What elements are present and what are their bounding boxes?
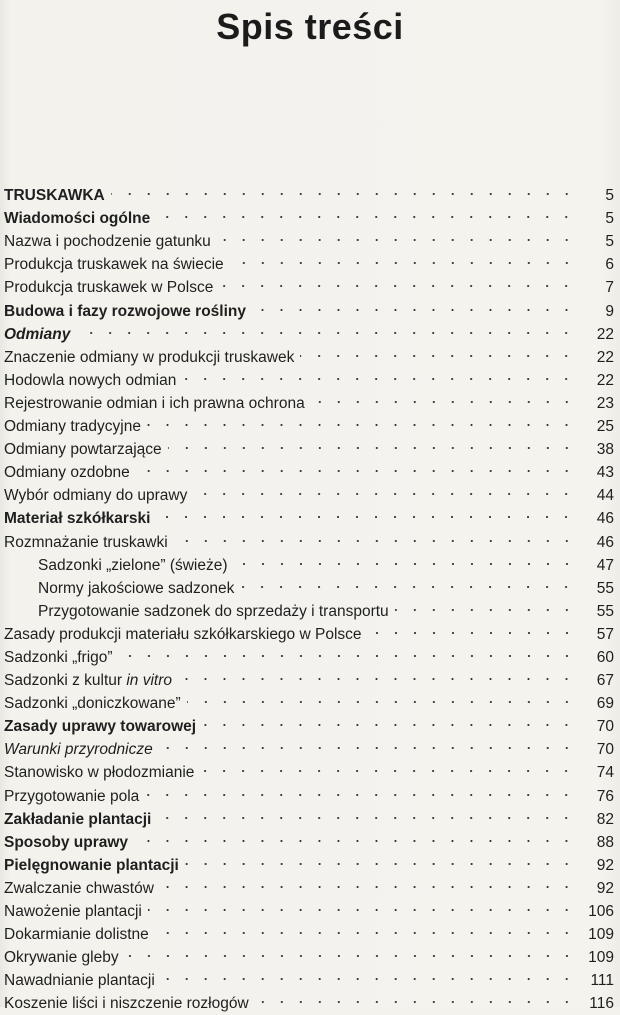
toc-entry	[4, 246, 616, 274]
dot-leader	[366, 616, 580, 639]
toc-entry	[4, 385, 616, 412]
dot-leader	[298, 339, 580, 362]
toc-entry	[4, 408, 616, 436]
dot-leader	[215, 223, 580, 246]
dot-leader	[117, 639, 580, 662]
toc-entry-page-number: 25	[596, 418, 614, 436]
dot-leader	[200, 708, 580, 731]
toc-entry-label-text: TRUSKAWKA	[4, 187, 105, 205]
toc-entry-label-text: Produkcja truskawek w Polsce	[4, 279, 214, 297]
toc-entry-label-text: Nawadnianie plantacji	[4, 972, 155, 990]
toc-entry	[4, 570, 616, 597]
dot-leader	[134, 454, 580, 477]
toc-entry	[4, 616, 616, 643]
toc-entry	[4, 731, 616, 759]
toc-entry-label-text: Sadzonki „frigo”	[4, 648, 113, 666]
toc-entry-label-text: Rozmnażanie truskawki	[4, 533, 168, 551]
toc-entry	[4, 754, 616, 782]
toc-entry	[4, 685, 616, 713]
dot-leader	[180, 362, 580, 385]
toc-entry-page-number: 55	[596, 579, 614, 597]
toc-entry	[4, 223, 616, 251]
toc-entry	[4, 547, 616, 574]
toc-entry-page-number: 38	[596, 441, 614, 459]
dot-leader	[157, 731, 580, 754]
dot-leader	[253, 985, 580, 1008]
toc-entry-label-text: Budowa i fazy rozwojowe rośliny	[4, 302, 247, 320]
toc-entry-label-italic: in vitro	[126, 672, 172, 690]
toc-entry-label-text: Zakładanie plantacji	[4, 810, 152, 828]
toc-entry-page-number: 116	[589, 995, 614, 1013]
dot-leader	[217, 269, 580, 292]
toc-entry	[4, 962, 616, 990]
toc-entry	[4, 824, 616, 851]
toc-entry-page-number: 69	[596, 695, 614, 713]
toc-entry-page-number: 47	[596, 556, 614, 574]
toc-entry-page-number: 43	[596, 464, 614, 482]
dot-leader	[123, 939, 580, 962]
toc-entry-label-text: Warunki przyrodnicze	[4, 741, 153, 759]
toc-entry	[4, 662, 616, 690]
toc-entry-label-text: Znaczenie odmiany w produkcji truskawek	[4, 348, 295, 366]
toc-entry	[4, 500, 616, 528]
toc-entry	[4, 477, 616, 505]
dot-leader	[176, 662, 580, 685]
toc-entry-label-text: Koszenie liści i niszczenie rozłogów	[4, 995, 249, 1013]
toc-entry-page-number: 67	[596, 672, 614, 690]
toc-entry-label-text: Pielęgnowanie plantacji	[4, 856, 179, 874]
dot-leader	[154, 200, 580, 223]
toc-entry	[4, 316, 616, 343]
toc-entry	[4, 362, 616, 389]
toc-entry	[4, 339, 616, 366]
toc-entry-label-text: Normy jakościowe sadzonek	[38, 579, 235, 597]
toc-entry-label-text: Przygotowanie sadzonek do sprzedaży i transportu	[38, 602, 389, 620]
toc-entry-page-number: 5	[605, 233, 614, 251]
toc-entry	[4, 454, 616, 482]
toc-entry	[4, 777, 616, 805]
toc-entry-label-text: Odmiany	[4, 325, 71, 343]
toc-entry-label-text: Sadzonki „doniczkowane”	[4, 695, 181, 713]
toc-entry-page-number: 46	[596, 533, 614, 551]
dot-leader	[309, 385, 580, 408]
dot-leader	[143, 777, 580, 800]
toc-entry	[4, 177, 616, 205]
toc-entry-label-text: Okrywanie gleby	[4, 949, 119, 967]
toc-entry-label-text: Sposoby uprawy	[4, 833, 129, 851]
toc-entry-label-text: Zwalczanie chwastów	[4, 879, 154, 897]
toc-entry	[4, 985, 616, 1013]
toc-entry-page-number: 109	[588, 926, 614, 944]
toc-entry	[4, 708, 616, 736]
toc-entry-label-text: Odmiany powtarzające	[4, 441, 162, 459]
toc-entry-label-text: Nawożenie plantacji	[4, 903, 142, 920]
dot-leader	[238, 570, 580, 593]
dot-leader	[250, 292, 580, 315]
toc-entry-label-text: Rejestrowanie odmian i ich prawna ochrona	[4, 394, 305, 412]
toc-entry-label-text: Przygotowanie pola	[4, 787, 140, 805]
dot-leader	[74, 316, 580, 339]
toc-entry-page-number: 74	[596, 764, 614, 782]
toc-entry	[4, 847, 616, 874]
toc-entry	[4, 939, 616, 967]
toc-entry-label-text: Wiadomości ogólne	[4, 210, 151, 228]
toc-entry-page-number: 76	[596, 787, 614, 805]
toc-entry	[4, 523, 616, 551]
toc-entry-page-number: 57	[596, 625, 614, 643]
toc-entry-page-number: 60	[596, 648, 614, 666]
toc-entry	[4, 593, 616, 620]
toc-entry-page-number: 70	[596, 741, 614, 759]
dot-leader	[166, 431, 580, 454]
toc-entry-label-text: Zasady produkcji materiału szkółkarskiego w Polsce	[4, 625, 362, 643]
dot-leader	[183, 847, 580, 870]
toc-entry-label-text: Sadzonki z kultur	[4, 672, 123, 690]
dot-leader	[153, 916, 580, 939]
dot-leader	[132, 824, 580, 847]
toc-entry-page-number: 23	[596, 394, 614, 412]
toc-entry-page-number: 109	[588, 949, 614, 967]
toc-entry	[4, 639, 616, 666]
dot-leader	[185, 685, 580, 708]
toc-entry-page-number: 9	[605, 302, 614, 320]
page-title: Spis treści	[216, 6, 404, 47]
toc-entry	[4, 916, 616, 944]
toc-entry-page-number: 7	[605, 279, 614, 297]
toc-entry-label-text: Dokarmianie dolistne	[4, 926, 149, 944]
toc-entry	[4, 801, 616, 828]
toc-entry-label-text: Zasady uprawy towarowej	[4, 718, 197, 736]
dot-leader	[191, 477, 580, 500]
toc-entry-page-number: 6	[605, 256, 614, 274]
dot-leader	[146, 893, 580, 916]
toc-entry-page-number: 70	[596, 718, 614, 736]
dot-leader	[198, 754, 580, 777]
toc-entry-page-number: 22	[596, 371, 614, 389]
toc-entry	[4, 893, 616, 920]
dot-leader	[109, 177, 580, 200]
toc-entry-page-number: 92	[596, 856, 614, 874]
dot-leader	[232, 547, 580, 570]
toc-entry-page-number: 55	[596, 602, 614, 620]
dot-leader	[159, 962, 580, 985]
toc-entry	[4, 431, 616, 459]
toc-entry-label-text: Wybór odmiany do uprawy	[4, 487, 188, 505]
dot-leader	[228, 246, 580, 269]
toc-entry-page-number: 22	[596, 348, 614, 366]
dot-leader	[155, 801, 580, 824]
toc-entry-page-number: 92	[596, 879, 614, 897]
toc-entry-page-number: 22	[596, 325, 614, 343]
toc-entry	[4, 269, 616, 297]
toc-entry-page-number: 5	[605, 187, 614, 205]
toc-entry-label	[4, 992, 253, 1015]
toc-entry-label-text: Stanowisko w płodozmianie	[4, 764, 195, 782]
toc-entry-page-number: 5	[605, 210, 614, 228]
dot-leader	[172, 523, 580, 546]
toc-entry-label-text: Materiał szkółkarski	[4, 510, 151, 528]
toc-entry-label-text: Hodowla nowych odmian	[4, 371, 177, 389]
toc-entry	[4, 870, 616, 897]
dot-leader	[158, 870, 580, 893]
toc-entry-page-number: 88	[596, 833, 614, 851]
table-of-contents	[4, 177, 616, 1013]
toc-entry-label-text: Nazwa i pochodzenie gatunku	[4, 233, 211, 251]
toc-entry-label-text: Produkcja truskawek na świecie	[4, 256, 224, 274]
toc-entry-label-text: Sadzonki „zielone” (świeże)	[38, 556, 228, 574]
dot-leader	[154, 500, 580, 523]
toc-entry-page-number: 111	[590, 972, 614, 990]
toc-entry	[4, 292, 616, 320]
toc-entry	[4, 200, 616, 228]
toc-entry-page-number: 46	[596, 510, 614, 528]
toc-entry-label-text: Odmiany tradycyjne	[4, 418, 141, 436]
toc-entry-label-text: Odmiany ozdobne	[4, 464, 130, 482]
toc-entry-page-number: 106	[588, 903, 614, 920]
dot-leader	[393, 593, 580, 616]
toc-entry-page-number: 82	[596, 810, 614, 828]
toc-entry-page-number: 44	[596, 487, 614, 505]
dot-leader	[145, 408, 580, 431]
